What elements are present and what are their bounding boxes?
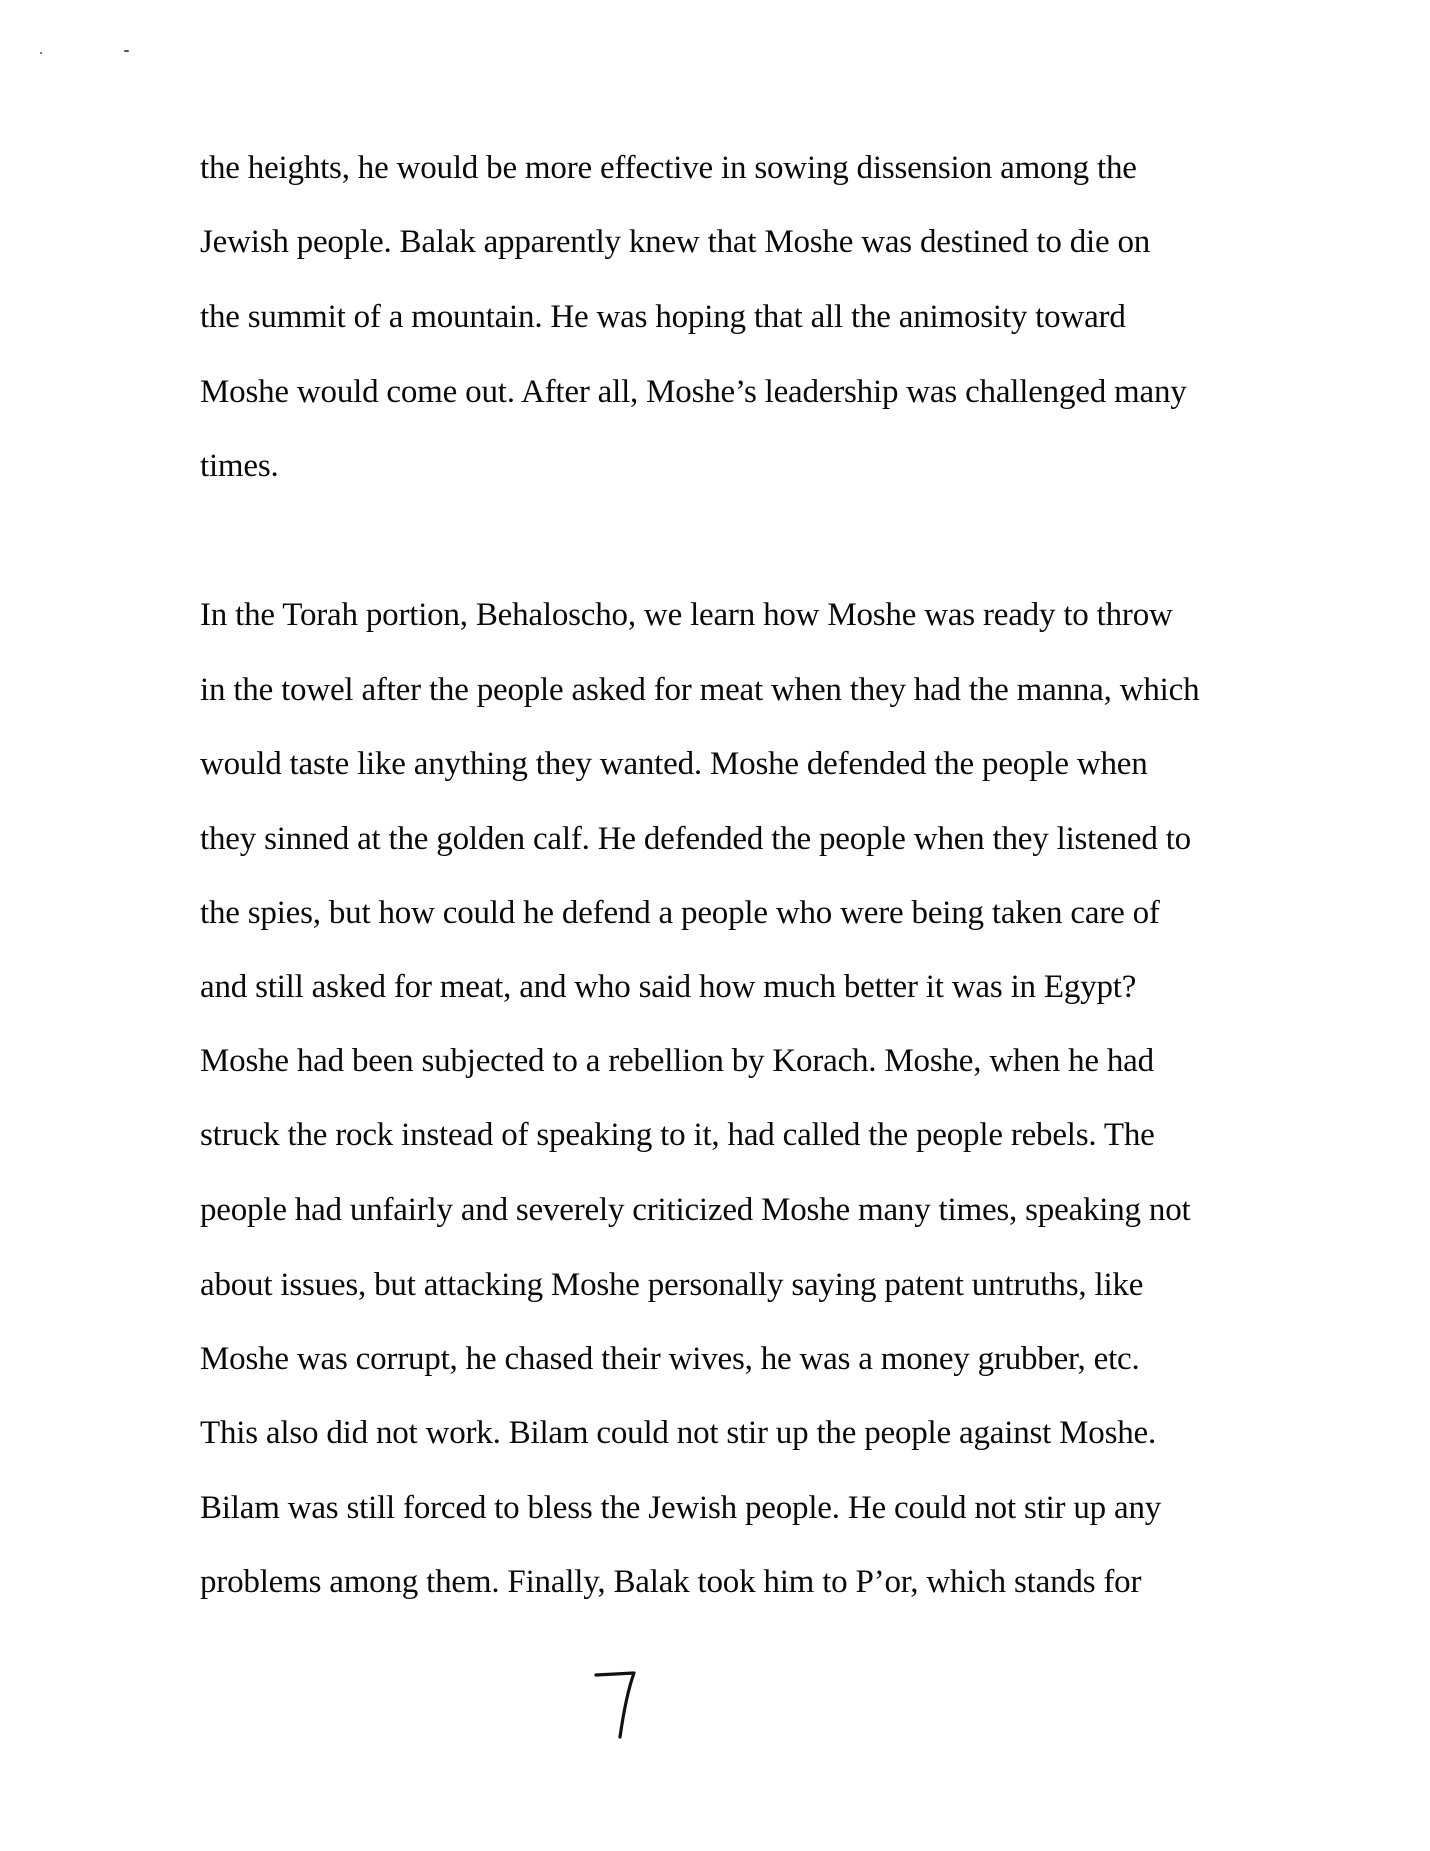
text-line: about issues, but attacking Moshe personally saying patent untruths, like [200,1267,1144,1303]
text-line: Jewish people. Balak apparently knew that Moshe was destined to die on [200,224,1151,260]
text-line: they sinned at the golden calf. He defended the people when they listened to [200,821,1191,857]
text-line: would taste like anything they wanted. Moshe defended the people when [200,746,1148,782]
text-line: Bilam was still forced to bless the Jewish people. He could not stir up any [200,1490,1162,1526]
text-line: times. [200,448,279,484]
text-line: Moshe was corrupt, he chased their wives, he was a money grubber, etc. [200,1341,1140,1377]
text-line: This also did not work. Bilam could not stir up the people against Moshe. [200,1415,1157,1451]
text-line: the summit of a mountain. He was hoping that all the animosity toward [200,299,1126,335]
text-line: the spies, but how could he defend a people who were being taken care of [200,895,1160,931]
text-line: in the towel after the people asked for meat when they had the manna, which [200,672,1200,708]
text-line: In the Torah portion, Behaloscho, we learn how Moshe was ready to throw [200,597,1173,633]
text-line: Moshe would come out. After all, Moshe’s leadership was challenged many [200,374,1187,410]
page-number [590,1665,650,1745]
text-line: Moshe had been subjected to a rebellion by Korach. Moshe, when he had [200,1043,1154,1079]
text-line: and still asked for meat, and who said how much better it was in Egypt? [200,969,1137,1005]
scan-artifact [40,48,140,56]
text-line: people had unfairly and severely criticized Moshe many times, speaking not [200,1192,1191,1228]
text-line: the heights, he would be more effective in sowing dissension among the [200,150,1137,186]
text-line: struck the rock instead of speaking to it, had called the people rebels. The [200,1117,1155,1153]
text-line: problems among them. Finally, Balak took him to P’or, which stands for [200,1564,1142,1600]
